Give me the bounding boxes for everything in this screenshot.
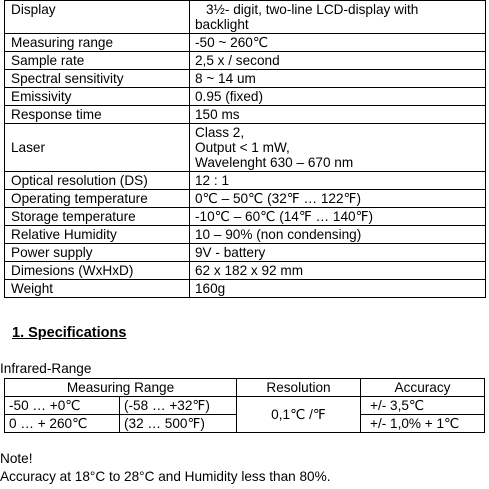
spec-row-optical-resolution — [5, 172, 486, 190]
spec-value-line: backlight — [195, 17, 249, 32]
spec-value: 150 ms — [190, 106, 486, 124]
spec-label: Laser — [5, 124, 190, 172]
spec-row-dimensions — [5, 262, 486, 280]
accuracy-value: +/- 3,5℃ — [361, 397, 485, 415]
resolution-value: 0,1℃ /℉ — [237, 397, 361, 433]
spec-value — [190, 1, 486, 34]
ir-header-row — [5, 379, 485, 397]
spec-value: 9V - battery — [190, 244, 486, 262]
spec-row-measuring-range — [5, 34, 486, 52]
spec-row-display — [5, 1, 486, 34]
spec-value-line: Wavelenght 630 – 670 nm — [195, 155, 354, 170]
spec-value-line: Class 2, — [195, 125, 245, 140]
spec-row-laser — [5, 124, 486, 172]
spec-label: Operating temperature — [5, 190, 190, 208]
spec-row-emissivity — [5, 88, 486, 106]
range-fahrenheit: (-58 … +32℉) — [120, 397, 237, 415]
spec-row-storage-temperature — [5, 208, 486, 226]
spec-label: Dimesions (WxHxD) — [5, 262, 190, 280]
spec-row-operating-temperature — [5, 190, 486, 208]
spec-row-spectral-sensitivity — [5, 70, 486, 88]
note-title: Note! — [0, 451, 33, 466]
spec-row-relative-humidity — [5, 226, 486, 244]
spec-value: 0℃ – 50℃ (32℉ … 122℉) — [190, 190, 486, 208]
spec-label: Weight — [5, 280, 190, 298]
spec-label: Spectral sensitivity — [5, 70, 190, 88]
spec-value: 2,5 x / second — [190, 52, 486, 70]
spec-label: Display — [5, 1, 190, 34]
spec-value: 62 x 182 x 92 mm — [190, 262, 486, 280]
spec-label: Storage temperature — [5, 208, 190, 226]
header-measuring-range: Measuring Range — [5, 379, 237, 397]
range-celsius: 0 … + 260℃ — [5, 415, 120, 433]
spec-row-response-time — [5, 106, 486, 124]
spec-value: -50 ~ 260℃ — [190, 34, 486, 52]
range-fahrenheit: (32 … 500℉) — [120, 415, 237, 433]
infrared-range-table — [4, 378, 485, 433]
spec-value-line: 3½- digit, two-line LCD-display with — [206, 2, 419, 17]
spec-value — [190, 124, 486, 172]
spec-value: 12 : 1 — [190, 172, 486, 190]
spec-value: 160g — [190, 280, 486, 298]
spec-row-power-supply — [5, 244, 486, 262]
note-block — [0, 450, 331, 486]
spec-value: 8 ~ 14 um — [190, 70, 486, 88]
spec-value: 0.95 (fixed) — [190, 88, 486, 106]
specifications-table — [4, 0, 486, 298]
spec-value: -10℃ – 60℃ (14℉ … 140℉) — [190, 208, 486, 226]
spec-row-sample-rate — [5, 52, 486, 70]
spec-row-weight — [5, 280, 486, 298]
infrared-range-label: Infrared-Range — [0, 361, 92, 376]
range-celsius: -50 … +0℃ — [5, 397, 120, 415]
spec-label: Response time — [5, 106, 190, 124]
accuracy-value: +/- 1,0% + 1℃ — [361, 415, 485, 433]
spec-label: Relative Humidity — [5, 226, 190, 244]
spec-label: Power supply — [5, 244, 190, 262]
note-text: Accuracy at 18°C to 28°C and Humidity less than 80%. — [0, 469, 331, 484]
spec-value-line: Output < 1 mW, — [195, 140, 290, 155]
header-resolution: Resolution — [237, 379, 361, 397]
spec-label: Measuring range — [5, 34, 190, 52]
spec-label: Optical resolution (DS) — [5, 172, 190, 190]
spec-label: Emissivity — [5, 88, 190, 106]
header-accuracy: Accuracy — [361, 379, 485, 397]
ir-row — [5, 397, 485, 415]
spec-label: Sample rate — [5, 52, 190, 70]
spec-value: 10 – 90% (non condensing) — [190, 226, 486, 244]
section-heading: 1. Specifications — [12, 325, 127, 341]
